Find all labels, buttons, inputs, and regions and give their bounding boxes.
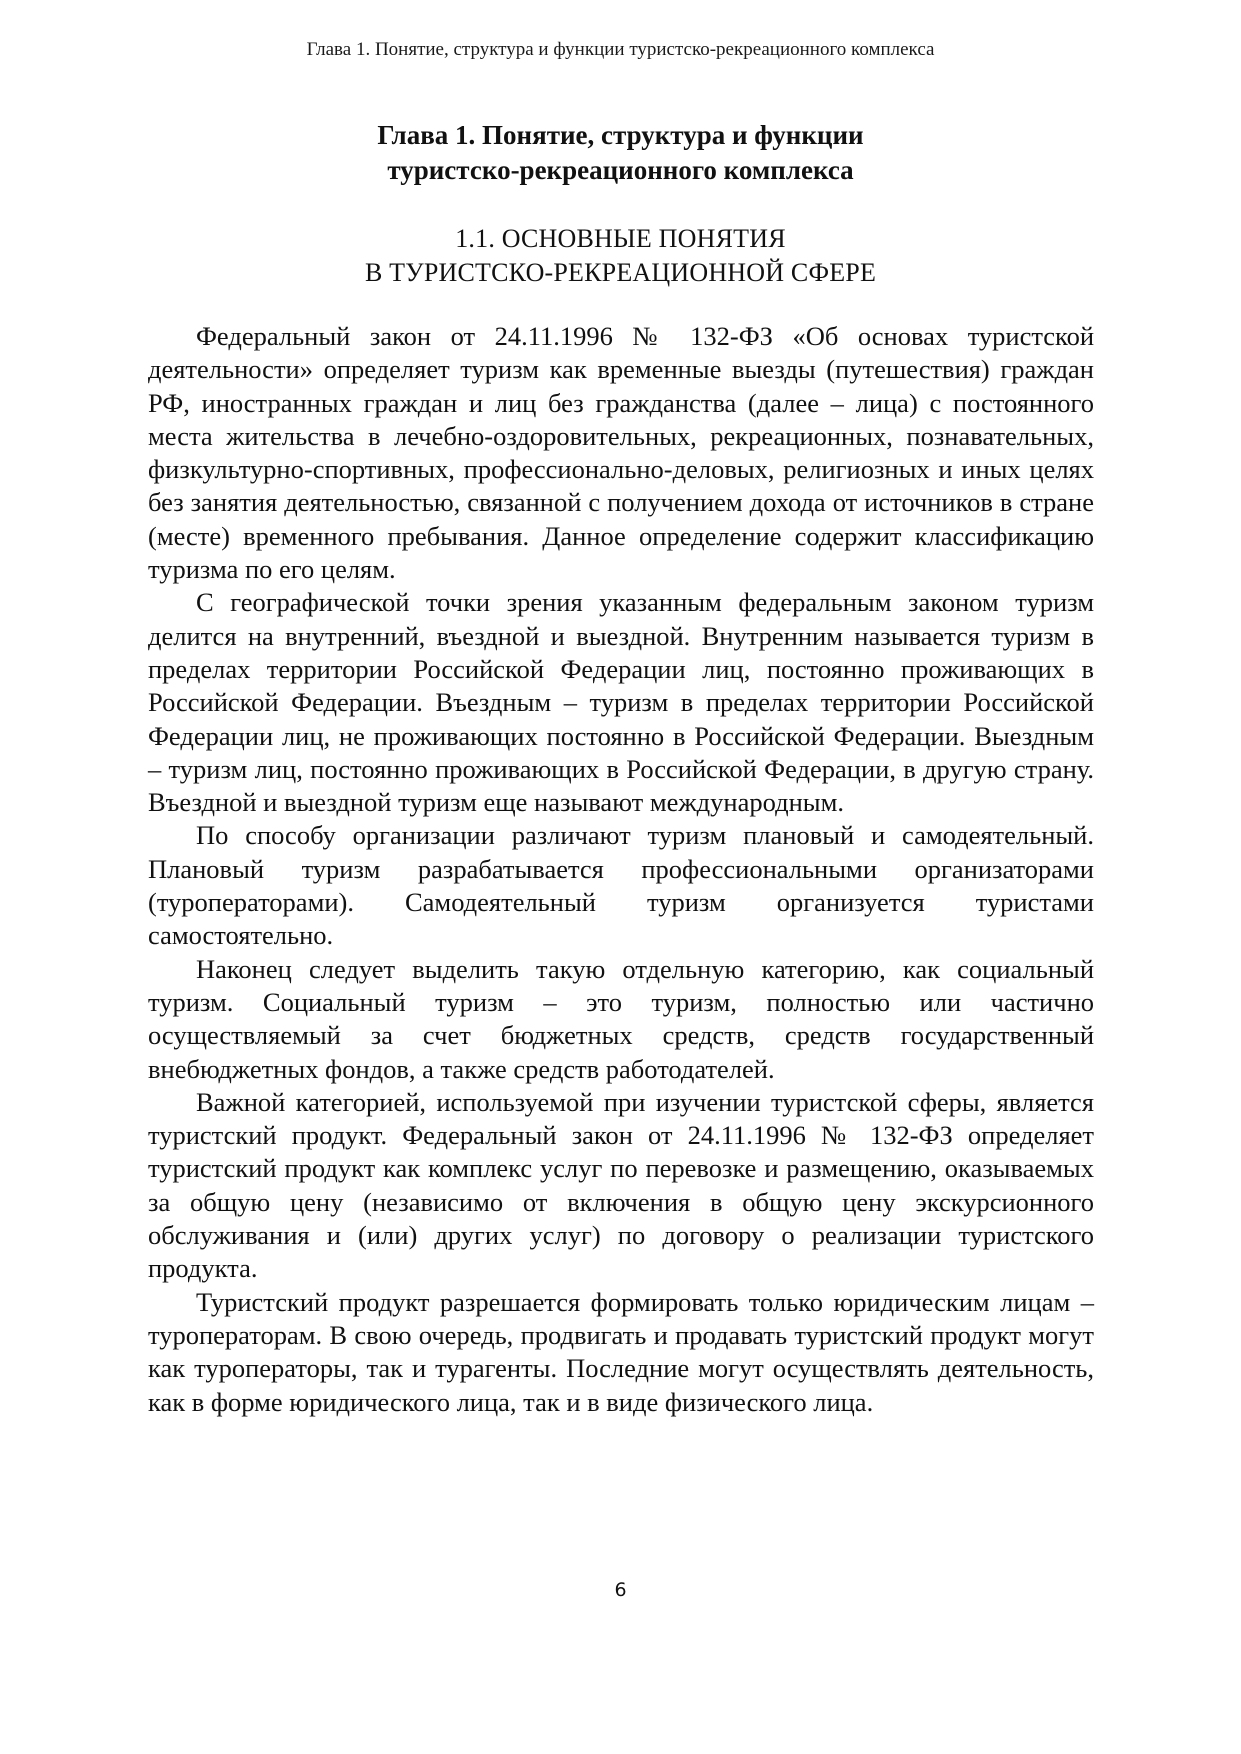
paragraph-tourist-product: Важной категорией, используемой при изучении туристской сферы, является туристский продукт. Федеральный закон от 24.11.1996 № 132-ФЗ определяет туристский продукт как комплекс услуг по перевозке и размещению, оказываемых за общую цену (независимо от включения в общую цену экскурсионного обслуживания и (или) других услуг) по договору о реализации туристского продукта. (148, 1086, 1094, 1284)
section-title (0, 222, 1241, 290)
chapter-title-line-1: Глава 1. Понятие, структура и функции (377, 120, 864, 150)
paragraph-tour-operators: Туристский продукт разрешается формировать только юридическим лицам – туроператорам. В свою очередь, продвигать и продавать туристский продукт могут как туроператоры, так и турагенты. Последние могут осуществлять деятельность, как в форме юридического лица, так и в виде физического лица. (148, 1286, 1094, 1417)
paragraph-social-tourism: Наконец следует выделить такую отдельную категорию, как социальный туризм. Социальный туризм – это туризм, полностью или частично осуществляемый за счет бюджетных средств, средств государственный внебюджетных фондов, а также средств работодателей. (148, 953, 1094, 1084)
section-title-line-2: В ТУРИСТСКО-РЕКРЕАЦИОННОЙ СФЕРЕ (364, 258, 877, 287)
paragraph-organization-method: По способу организации различают туризм плановый и самодеятельный. Плановый туризм разрабатывается профессиональными организаторами (туроператорами). Самодеятельный туризм организуется туристами самостоятельно. (148, 820, 1094, 951)
running-header: Глава 1. Понятие, структура и функции туристско-рекреационного комплекса (306, 39, 935, 60)
body-text (148, 320, 1094, 1419)
chapter-title (0, 118, 1241, 188)
paragraph-geographic-classification: С географической точки зрения указанным федеральным законом туризм делится на внутренний, въездной и выездной. Внутренним называется туризм в пределах территории Российской Федерации лиц, постоянно проживающих в Российской Федерации. Въездным – туризм в пределах территории Российской Федерации лиц, не проживающих постоянно в Российской Федерации. Выездным – туризм лиц, постоянно проживающих в Российской Федерации, в другую страну. Въездной и выездной туризм еще называют международным. (148, 587, 1094, 818)
paragraph-tourism-definition: Федеральный закон от 24.11.1996 № 132-ФЗ «Об основах туристской деятельности» определяет туризм как временные выезды (путешествия) граждан РФ, иностранных граждан и лиц без гражданства (далее – лица) с постоянного места жительства в лечебно-оздоровительных, рекреационных, познавательных, физкультурно-спортивных, профессионально-деловых, религиозных и иных целях без занятия деятельностью, связанной с получением дохода от источников в стране (месте) временного пребывания. Данное определение содержит классификацию туризма по его целям. (148, 321, 1094, 585)
page-number: 6 (614, 1579, 627, 1601)
chapter-title-line-2: туристско-рекреационного комплекса (387, 155, 854, 185)
section-title-line-1: 1.1. ОСНОВНЫЕ ПОНЯТИЯ (455, 224, 786, 253)
